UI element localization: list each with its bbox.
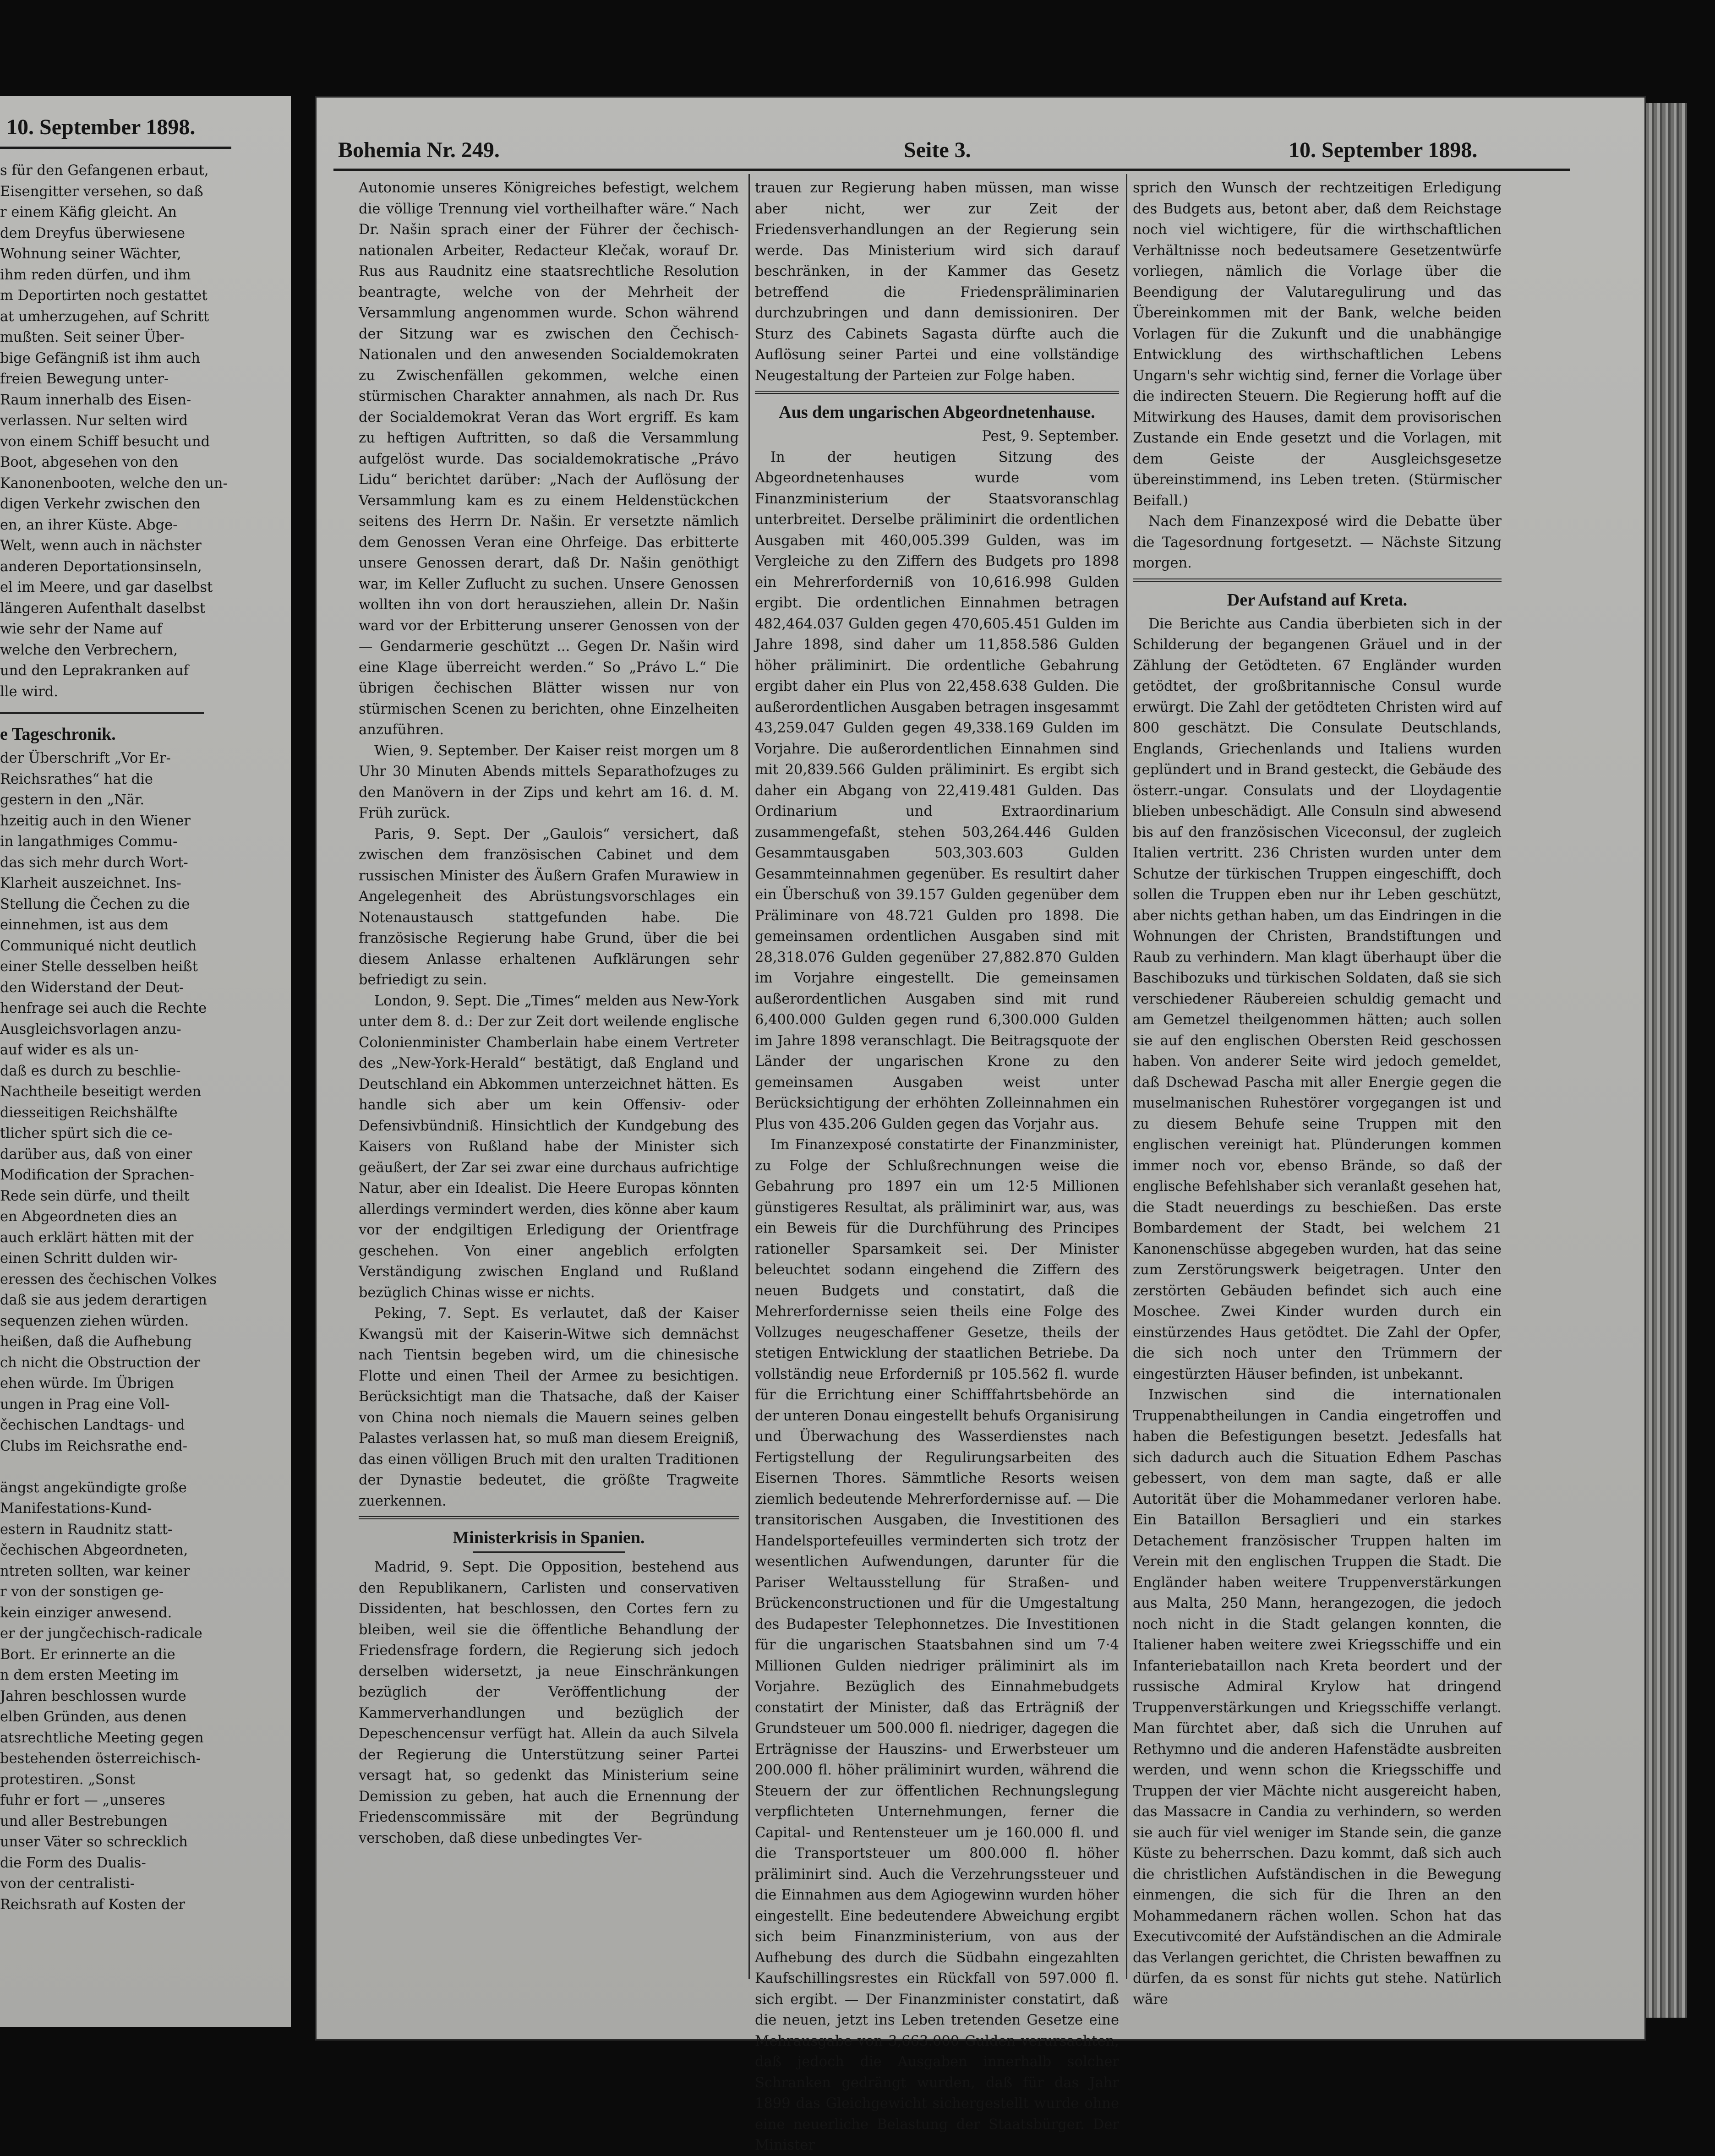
text-line: ehen würde. Im Übrigen <box>0 1375 174 1392</box>
text-line: auf wider es als un- <box>0 1042 139 1058</box>
text-line: Bort. Er erinnerte an die <box>0 1646 175 1663</box>
text-line: mußten. Seit seiner Über- <box>0 329 185 345</box>
text-line: Stellung die Čechen zu die <box>0 896 190 912</box>
text-line: den Widerstand der Deut- <box>0 979 184 996</box>
section-rule <box>755 391 1119 394</box>
text-line: bige Gefängniß ist ihm auch <box>0 350 200 366</box>
header-date: 10. September 1898. <box>1289 138 1478 162</box>
text-line: en Abgeordneten dies an <box>0 1209 177 1225</box>
text-line: das sich mehr durch Wort- <box>0 854 188 871</box>
text-line: estern in Raudnitz statt- <box>0 1521 173 1538</box>
header-paper-issue: Bohemia Nr. 249. <box>338 138 500 162</box>
news-item-london: London, 9. Sept. Die „Times“ melden aus New-York unter dem 8. d.: Der zur Zeit dort weilende englische Colonienminister Chamberlain habe einem Vertreter des „New-York-Herald“ bestätigt, daß England und Deutschland ein Abkommen unterzeichnet hätten. Es handle sich aber um kein Offensiv- oder Defensivbündniß. Hinsichtlich der Kundgebung des Kaisers von Rußland habe der Minister sich geäußert, der Zar sei zwar eine durchaus aufrichtige Natur, aber ein Idealist. Die Heere Europas könnten allerdings vermindert werden, dies könne aber kaum vor der endgiltigen Erledigung der Orientfrage geschehen. Von einer angeblich erfolgten Verständigung zwischen England und Rußland bezüglich Chinas wisse er nichts. <box>359 993 739 1301</box>
text-line: Kanonenbooten, welche den un- <box>0 475 228 491</box>
dateline: Pest, 9. September. <box>982 428 1119 444</box>
text-line: diesseitigen Reichshälfte <box>0 1104 178 1121</box>
paragraph: Nach dem Finanzexposé wird die Debatte über die Tagesordnung fortgesetzt. — Nächste Sitzung morgen. <box>1133 513 1502 571</box>
heading-underline <box>473 1551 625 1553</box>
text-line: von der centralisti- <box>0 1876 135 1892</box>
text-line: Ausgleichsvorlagen anzu- <box>0 1021 181 1037</box>
text-line: Reichsrath auf Kosten der <box>0 1896 186 1913</box>
text-line: unser Väter so schrecklich <box>0 1834 188 1850</box>
text-line: verlassen. Nur selten wird <box>0 413 188 429</box>
text-line: einnehmen, ist aus dem <box>0 917 169 933</box>
text-line: welche den Verbrechern, <box>0 642 178 658</box>
section-heading-hungary: Aus dem ungarischen Abgeordnetenhause. <box>779 403 1095 422</box>
newspaper-page <box>315 96 1646 2153</box>
section-heading-crete: Der Aufstand auf Kreta. <box>1227 590 1408 610</box>
text-line: Modification der Sprachen- <box>0 1167 194 1183</box>
left-section-rule <box>0 712 204 714</box>
text-line: eressen des čechischen Volkes <box>0 1271 217 1288</box>
text-line: ch nicht die Obstruction der <box>0 1354 201 1371</box>
text-line: wie sehr der Name auf <box>0 621 162 637</box>
text-line: anderen Deportationsinseln, <box>0 558 202 575</box>
text-line: n dem ersten Meeting im <box>0 1667 179 1683</box>
left-header-rule <box>0 147 231 149</box>
text-line: darüber aus, daß von einer <box>0 1146 192 1163</box>
news-item-madrid: Madrid, 9. Sept. Die Opposition, bestehend aus den Republikanern, Carlisten und conservativen Dissidenten, hat beschlossen, den Cortes fern zu bleiben, weil sie die öffentliche Behandlung der Friedensfrage fordern, die Regierung sich jedoch derselben widersetzt, ja neue Einschränkungen bezüglich der Veröffentlichung der Kammerverhandlungen und bezüglich der Depeschencensur verfügt hat. Allein da auch Silvela der Regierung die Unterstützung seiner Partei versagt hat, so gedenkt das Ministerium seine Demission zu geben, hat auch die Ernennung der Friedenscommissäre mit der Begründung verschoben, daß diese unbedingtes Ver- <box>359 1559 739 1846</box>
text-line: Nachtheile beseitigt werden <box>0 1084 202 1100</box>
paragraph: Autonomie unseres Königreiches befestigt, welchem die völlige Trennung viel vortheilhafter wäre.“ Nach Dr. Našin sprach einer der Führer der čechisch-nationalen Arbeiter, Redacteur Klečak, worauf Dr. Rus aus Raudnitz eine staatsrechtliche Resolution beantragte, welche von der Mehrheit der Versammlung angenommen wurde. Schon während der Sitzung war es zwischen den Čechisch-Nationalen und den anwesenden Socialdemokraten zu Zwischenfällen gekommen, welche einen stürmischen Charakter annahmen, als nach Dr. Rus der Socialdemokrat Veran das Wort ergriff. Es kam zu heftigen Auftritten, so daß die Versammlung aufgelöst wurde. Das socialdemokratische „Právo Lidu“ berichtet darüber: „Nach der Auflösung der Versammlung kam es zu einem Heldenstückchen seitens des Herrn Dr. Našin. Er versetzte nämlich dem Genossen Veran eine Ohrfeige. Das erbitterte unsere Genossen derart, daß Dr. Našin genöthigt war, im Keller Zuflucht zu suchen. Unsere Genossen wollten ihn von dort herausziehen, allein Dr. Našin ward vor der Erbitterung unserer Genossen von der — Gendarmerie geschützt ... Gegen Dr. Našin wird eine Klage überreicht werden.“ So „Právo L.“ Die übrigen čechischen Blätter wissen nur von stürmischen Scenen zu berichten, ohne Einzelheiten anzuführen. <box>359 180 739 738</box>
text-line: Raum innerhalb des Eisen- <box>0 392 191 408</box>
text-line: Welt, wenn auch in nächster <box>0 538 202 554</box>
text-line: protestiren. „Sonst <box>0 1771 135 1788</box>
text-line: heißen, daß die Aufhebung <box>0 1334 192 1350</box>
text-line: gestern in den „När. <box>0 792 145 808</box>
left-section-heading: e Tageschronik. <box>0 725 116 744</box>
text-line: die Form des Dualis- <box>0 1855 146 1871</box>
paragraph: trauen zur Regierung haben müssen, man wisse aber nicht, wer zur Zeit der Friedensverhandlungen an der Regierung sein werde. Das Ministerium wird sich darauf beschränken, in der Kammer das Gesetz betreffend die Friedenspräliminarien durchzubringen und dann demissioniren. Der Sturz des Cabinets Sagasta dürfte auch die Auflösung seiner Partei und eine vollständige Neugestaltung der Parteien zur Folge haben. <box>755 180 1119 384</box>
left-newspaper-page <box>0 96 291 2027</box>
text-line: tlicher spürt sich die ce- <box>0 1125 173 1141</box>
text-line: r einem Käfig gleicht. An <box>0 204 177 220</box>
text-line: m Deportirten noch gestattet <box>0 288 208 304</box>
text-line: Manifestations-Kund- <box>0 1501 152 1517</box>
text-line: digen Verkehr zwischen den <box>0 496 201 512</box>
text-line: čechischen Landtags- und <box>0 1417 185 1433</box>
text-line: Rede sein dürfe, und theilt <box>0 1188 190 1204</box>
text-line: in langathmiges Commu- <box>0 834 178 850</box>
article-column-3 <box>1133 178 1502 2008</box>
text-line: el im Meere, und gar daselbst <box>0 579 213 595</box>
column-rule-1 <box>748 174 750 1979</box>
left-page-column <box>0 160 228 2020</box>
text-line: r von der sonstigen ge- <box>0 1584 164 1600</box>
text-line: kein einziger anwesend. <box>0 1605 172 1621</box>
text-line: Reichsrathes“ hat die <box>0 771 153 787</box>
header-rule <box>333 169 1570 171</box>
text-line: ihm reden dürfen, und ihm <box>0 267 191 283</box>
section-heading-spain: Ministerkrisis in Spanien. <box>453 1528 645 1547</box>
text-line: der Überschrift „Vor Er- <box>0 750 171 766</box>
section-rule <box>1133 579 1502 582</box>
text-line: einen Schritt dulden wir- <box>0 1250 178 1266</box>
paragraph: Die Berichte aus Candia überbieten sich in der Schilderung der begangenen Gräuel und in der Zählung der Getödteten. 67 Engländer wurden getödtet, der großbritannische Consul wurde erwürgt. Die Zahl der getödteten Christen wird auf 800 geschätzt. Die Consulate Deutschlands, Englands, Griechenlands und Italiens wurden geplündert und in Brand gesteckt, die Gebäude des österr.-ungar. Consulats und der Lloydagentie blieben unbeschädigt. Alle Consuln sind abwesend bis auf den französischen Viceconsul, der zugleich Italien vertritt. 236 Christen wurden unter dem Schutze der türkischen Truppen eingeschifft, doch sollen die Truppen eben nur ihr Leben geschützt, aber nichts gethan haben, um das Eindringen in die Wohnungen der Christen, Brandstiftungen und Raub zu verhindern. Man klagt überhaupt über die Baschibozuks und türkischen Soldaten, daß sie sich verschiedener Räubereien schuldig gemacht und am Gemetzel theilgenommen hätten; auch sollen sie auf den englischen Obersten Reid geschossen haben. Von anderer Seite wird jedoch gemeldet, daß Dschewad Pascha mit aller Energie gegen die muselmanischen Ruhestörer vorgegangen ist und zu diesem Behufe seine Truppen mit den englischen vereinigt hat. Plünderungen kommen immer noch vor, ebenso Brände, so daß der englische Befehlshaber sich veranlaßt gesehen hat, die Stadt neuerdings zu beschießen. Das erste Bombardement der Stadt, bei welchem 21 Kanonenschüsse abgegeben wurden, hat das seine zum Zerstörungswerk beigetragen. Unter den zerstörten Gebäuden befindet sich auch eine Moschee. Zwei Kinder wurden durch ein einstürzendes Haus getödtet. Die Zahl der Opfer, die sich noch unter den Trümmern der eingestürzten Häuser befinden, ist unbekannt. <box>1133 616 1502 1382</box>
text-line <box>0 1457 204 1478</box>
news-item-peking: Peking, 7. Sept. Es verlautet, daß der Kaiser Kwangsü mit der Kaiserin-Witwe sich demnächst nach Tientsin begeben wird, um die chinesische Flotte und einen Theil der Armee zu besichtigen. Berücksichtigt man die Thatsache, daß der Kaiser von China noch niemals die Mauern seines gelben Palastes verlassen hat, so muß man diesem Ereigniß, das einen völligen Bruch mit den uralten Traditionen der Dynastie bedeutet, die größte Tragweite zuerkennen. <box>359 1305 739 1509</box>
paragraph: sprich den Wunsch der rechtzeitigen Erledigung des Budgets aus, betont aber, daß dem Reichstage noch viel wichtigere, für die wirthschaftlichen Verhältnisse noch bedeutsamere Gesetzentwürfe vorliegen, nämlich die Vorlage über die Beendigung der Valutaregulirung und das Übereinkommen mit der Bank, welche beiden Vorlagen für die Zukunft und die unabhängige Entwicklung des wirthschaftlichen Lebens Ungarn's sehr wichtig sind, ferner die Vorlage über die indirecten Steuern. Die Regierung hofft auf die Mitwirkung des Hauses, damit dem provisorischen Zustande ein Ende gesetzt und die Vorlagen, mit dem Geiste der Ausgleichsgesetze übereinstimmend, ins Leben treten. (Stürmischer Beifall.) <box>1133 180 1502 509</box>
left-column-bottom-lines <box>0 748 217 1915</box>
text-line: čechischen Abgeordneten, <box>0 1542 188 1558</box>
text-line: elben Gründen, aus denen <box>0 1709 187 1725</box>
book-page-edges <box>1646 103 1687 2018</box>
text-line: auch erklärt hätten mit der <box>0 1229 194 1246</box>
text-line: lle wird. <box>0 683 58 700</box>
text-line: atsrechtliche Meeting gegen <box>0 1730 204 1746</box>
article-column-1 <box>359 178 739 1980</box>
section-rule <box>359 1516 739 1519</box>
news-item-wien: Wien, 9. September. Der Kaiser reist morgen um 8 Uhr 30 Minuten Abends mittels Separathofzuges zu den Manövern in der Zips und kehrt am 16. d. M. Früh zurück. <box>359 742 739 821</box>
text-line: Jahren beschlossen wurde <box>0 1688 186 1704</box>
text-line: at umherzugehen, auf Schritt <box>0 308 209 325</box>
paragraph: In der heutigen Sitzung des Abgeordnetenhauses wurde vom Finanzministerium der Staatsvoranschlag unterbreitet. Derselbe präliminirt die ordentlichen Ausgaben mit 460,005.399 Gulden, was im Vergleiche zu den Ziffern des Budgets pro 1898 ein Mehrerforderniß von 10,616.998 Gulden ergibt. Die ordentlichen Einnahmen betragen 482,464.037 Gulden gegen 470,605.451 Gulden im Jahre 1898, sind daher um 11,858.586 Gulden höher präliminirt. Die ordentliche Gebahrung ergibt daher ein Plus von 22,458.638 Gulden. Die außerordentlichen Ausgaben betragen insgesammt 43,259.047 Gulden gegen 49,338.169 Gulden im Vorjahre. Die außerordentlichen Einnahmen sind mit 20,839.566 Gulden präliminirt. Es ergibt sich daher ein Abgang von 22,419.481 Gulden. Das Ordinarium und Extraordinarium zusammengefaßt, stehen 503,264.446 Gulden Gesammtausgaben 503,303.603 Gulden Gesammteinnahmen gegenüber. Es resultirt daher ein Überschuß von 39.157 Gulden gegenüber dem Präliminare von 48.721 Gulden pro 1898. Die gemeinsamen ordentlichen Ausgaben sind mit 28,318.076 Gulden gegenüber 27,882.870 Gulden im Vorjahre eingestellt. Die gemeinsamen außerordentlichen Ausgaben sind mit rund 6,400.000 Gulden gegen rund 6,300.000 Gulden im Jahre 1898 veranschlagt. Die Beitragsquote der Länder der ungarischen Krone zu den gemeinsamen Ausgaben weist unter Berücksichtigung der erhöhten Zolleinnahmen ein Plus von 435.206 Gulden gegen das Vorjahr aus. <box>755 449 1119 1132</box>
text-line: bestehenden österreichisch- <box>0 1751 201 1767</box>
text-line: ängst angekündigte große <box>0 1479 187 1496</box>
text-line: ntreten sollten, war keiner <box>0 1563 190 1579</box>
header-page-number: Seite 3. <box>904 138 971 162</box>
left-column-top-lines <box>0 160 228 702</box>
paragraph: Im Finanzexposé constatirte der Finanzminister, zu Folge der Schlußrechnungen weise die Gebahrung pro 1897 ein um 12·5 Millionen günstigeres Resultat, als präliminirt war, aus, was ein Beweis für die Durchführung des Principes rationeller Sparsamkeit sei. Der Minister beleuchtet sodann eingehend die Ziffern des neuen Budgets und constatirt, daß die Mehrerfordernisse seien theils eine Folge des Vollzuges neugeschaffener Gesetze, theils der stetigen Entwicklung der staatlichen Betriebe. Da vollständig neue Erforderniß pr 105.562 fl. wurde für die Errichtung einer Schifffahrtsbehörde an der unteren Donau eingestellt behufs Organisirung und Überwachung des Wasserdienstes nach Fertigstellung der Regulirungsarbeiten des Eisernen Thores. Sämmtliche Resorts weisen ziemlich bedeutende Mehrerfordernisse auf. — Die transitorischen Ausgaben, die Investitionen des Handelsportefeuilles verminderten sich trotz der wesentlichen Aufwendungen, darunter für die Pariser Weltausstellung für Straßen- und Brückenconstructionen und für die Umgestaltung des Budapester Telephonnetzes. Die Investitionen für die ungarischen Staatsbahnen sind um 7·4 Millionen Gulden niedriger präliminirt als im Vorjahre. Bezüglich des Einnahmebudgets constatirt der Minister, daß das Erträgniß der Grundsteuer um 500.000 fl. niedriger, dagegen die Erträgnisse der Hauszins- und Erwerbsteuer um 200.000 fl. höher präliminirt wurden, während die Steuern der zur öffentlichen Rechnungslegung verpflichteten Unternehmungen, ferner die Capital- und Rentensteuer um je 160.000 fl. und die Transportsteuer um 800.000 fl. höher präliminirt sind. Auch die Verzehrungssteuer und die Einnahmen aus dem Agiogewinn wurden höher eingestellt. Eine bedeutendere Abweichung ergibt sich beim Finanzministerium, von aus der Aufhebung des durch die Südbahn eingezahlten Kaufschillingsrestes ein Rückfall von 597.000 fl. sich ergibt. — Der Finanzminister constatirt, daß die neuen, jetzt ins Leben tretenden Gesetze eine Mehrausgabe von 3,663.000 Gulden verursachten, daß jedoch die Ausgaben innerhalb solcher Schranken gedrängt wurden, daß für das Jahr 1899 das Gleichgewicht sichergestellt wurde ohne eine neuerliche Belastung der Staatsbürger. Der Minister <box>755 1137 1119 2153</box>
text-line: fuhr er fort — „unseres <box>0 1792 165 1808</box>
text-line: freien Bewegung unter- <box>0 371 169 387</box>
article-column-2 <box>755 178 1119 2153</box>
text-line: hzeitig auch in den Wiener <box>0 813 191 829</box>
text-line: einer Stelle desselben heißt <box>0 959 198 975</box>
text-line: daß sie aus jedem derartigen <box>0 1292 207 1308</box>
text-line: dem Dreyfus überwiesene <box>0 225 185 241</box>
text-line: Communiqué nicht deutlich <box>0 938 197 954</box>
text-line: en, an ihrer Küste. Abge- <box>0 517 178 533</box>
news-item-paris: Paris, 9. Sept. Der „Gaulois“ versichert, daß zwischen dem französischen Cabinet und dem russischen Minister des Äußern Grafen Murawiew in Angelegenheit des Abrüstungsvorschlages ein Notenaustausch stattgefunden habe. Die französische Regierung habe Grund, über die bei diesem Anlasse erhaltenen Aufklärungen sehr befriedigt zu sein. <box>359 826 739 988</box>
text-line: Klarheit auszeichnet. Ins- <box>0 875 181 891</box>
text-line: er der jungčechisch-radicale <box>0 1626 202 1642</box>
text-line: henfrage sei auch die Rechte <box>0 1000 207 1016</box>
paragraph: Inzwischen sind die internationalen Truppenabtheilungen in Candia eingetroffen und haben die Befestigungen besetzt. Jedesfalls hat sich dadurch auch die Situation Edhem Paschas gebessert, von dem man sagte, daß er alle Autorität über die Mohammedaner verloren habe. Ein Bataillon Bersaglieri und ein starkes Detachement französischer Truppen halten im Verein mit den englischen Truppen die Stadt. Die Engländer haben weitere Truppenverstärkungen aus Malta, 250 Mann, herangezogen, die jedoch noch nicht in die Stadt gelangen konnten, die Italiener haben weitere zwei Kriegsschiffe und ein Infanteriebataillon nach Kreta beordert und der russische Admiral Krylow hat dringend Truppenverstärkungen und Kriegsschiffe verlangt. Man fürchtet aber, daß sich die Unruhen auf Rethymno und die anderen Hafenstädte ausbreiten werden, und wenn schon die Kriegsschiffe und Truppen der vier Mächte nicht ausgereicht haben, das Massacre in Candia zu verhindern, so werden sie auch für viel weniger im Stande sein, die ganze Küste zu beherrschen. Dazu kommt, daß sich auch die christlichen Aufständischen in die Bewegung einmengen, die sich für die Ihren an den Mohammedanern rächen wollen. Schon hat das Executivcomité der Aufständischen an die Admirale das Verlangen gerichtet, die Christen bewaffnen zu dürfen, da es sonst für nichts gut stehe. Natürlich wäre <box>1133 1387 1502 2008</box>
text-line: und aller Bestrebungen <box>0 1813 168 1829</box>
text-line: Clubs im Reichsrathe end- <box>0 1438 188 1454</box>
left-page-header-date: 10. September 1898. <box>6 115 196 139</box>
text-line: sequenzen ziehen würden. <box>0 1313 189 1329</box>
text-line: von einem Schiff besucht und <box>0 433 210 450</box>
text-line: ungen in Prag eine Voll- <box>0 1396 170 1413</box>
text-line: daß es durch zu beschlie- <box>0 1063 181 1079</box>
text-line: s für den Gefangenen erbaut, <box>0 163 209 179</box>
text-line: Boot, abgesehen von den <box>0 454 178 470</box>
text-line: und den Leprakranken auf <box>0 663 189 679</box>
column-rule-2 <box>1126 174 1127 1979</box>
text-line: Eisengitter versehen, so daß <box>0 183 203 200</box>
text-line: Wohnung seiner Wächter, <box>0 246 181 262</box>
text-line: längeren Aufenthalt daselbst <box>0 600 206 617</box>
